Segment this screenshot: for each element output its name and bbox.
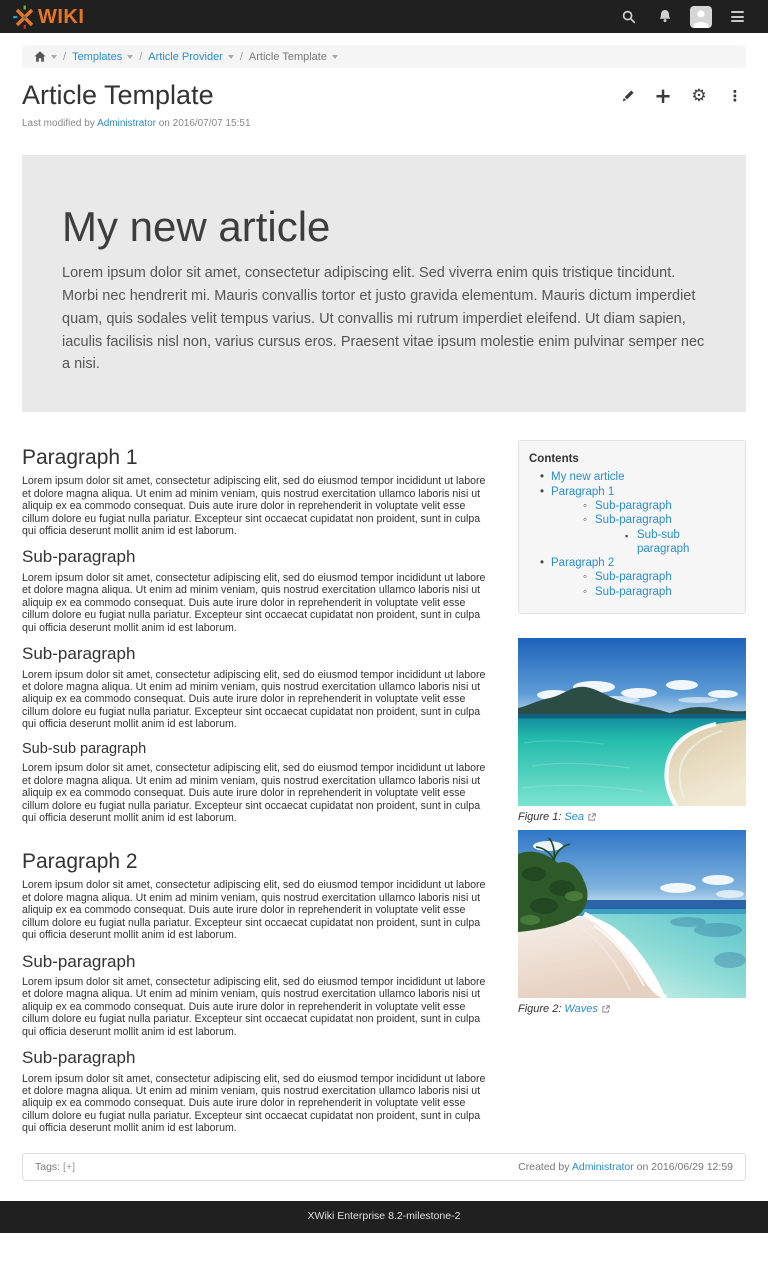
- chevron-down-icon[interactable]: [127, 55, 133, 59]
- home-icon[interactable]: [34, 51, 46, 62]
- section-paragraph: Lorem ipsum dolor sit amet, consectetur adipiscing elit, sed do eiusmod tempor incididunt ut labore et dolore magna aliqua. Ut enim ad minim veniam, quis nostrud exercitation ullamco laboris nisi ut aliquip ex ea commodo consequat. Duis aute irure dolor in reprehenderit in voluptate velit esse cillum dolore eu fugiat nulla pariatur. Excepteur sint occaecat cupidatat non proident, sunt in culpa qui officia deserunt mollit anim id est laborum.: [22, 475, 486, 538]
- breadcrumb-item-article-template: Article Template: [248, 50, 327, 63]
- document-info-bar: [22, 1153, 746, 1181]
- figure-waves: [518, 830, 746, 1015]
- section-heading: Sub-paragraph: [22, 951, 136, 971]
- xwiki-logo-x-icon: [13, 5, 37, 29]
- toc-link[interactable]: Sub-sub paragraph: [637, 528, 690, 555]
- table-of-contents: [518, 440, 746, 614]
- section-paragraph: Lorem ipsum dolor sit amet, consectetur adipiscing elit, sed do eiusmod tempor incididunt ut labore et dolore magna aliqua. Ut enim ad minim veniam, quis nostrud exercitation ullamco laboris nisi ut aliquip ex ea commodo consequat. Duis aute irure dolor in reprehenderit in voluptate velit esse cillum dolore eu fugiat nulla pariatur. Excepteur sint occaecat cupidatat non proident, sunt in culpa qui officia deserunt mollit anim id est laborum.: [22, 1072, 486, 1135]
- chevron-down-icon[interactable]: [228, 55, 234, 59]
- article-body: [22, 440, 495, 1134]
- kebab-menu-icon: ⋮: [727, 86, 743, 105]
- created-user-link[interactable]: Administrator: [571, 1160, 634, 1173]
- avatar-icon: [690, 6, 712, 28]
- breadcrumb-item-templates[interactable]: Templates: [72, 50, 123, 63]
- section-heading: Sub-paragraph: [22, 1048, 136, 1068]
- created-prefix: Created by: [518, 1160, 570, 1173]
- tags-area: [35, 1161, 75, 1173]
- figure-caption-link[interactable]: Sea: [564, 810, 584, 823]
- user-avatar[interactable]: [683, 0, 719, 33]
- figure-caption-prefix: Figure 1:: [518, 810, 562, 823]
- chevron-down-icon[interactable]: [51, 55, 57, 59]
- waves-photo: [518, 830, 746, 998]
- notifications-button[interactable]: [647, 0, 683, 33]
- section-heading: Sub-paragraph: [22, 644, 136, 664]
- search-icon: [622, 10, 636, 24]
- top-navbar: [0, 0, 768, 33]
- article-title: My new article: [62, 202, 331, 250]
- chevron-down-icon[interactable]: [332, 55, 338, 59]
- section-paragraph: Lorem ipsum dolor sit amet, consectetur adipiscing elit, sed do eiusmod tempor incididunt ut labore et dolore magna aliqua. Ut enim ad minim veniam, quis nostrud exercitation ullamco laboris nisi ut aliquip ex ea commodo consequat. Duis aute irure dolor in reprehenderit in voluptate velit esse cillum dolore eu fugiat nulla pariatur. Excepteur sint occaecat cupidatat non proident, sunt in culpa qui officia deserunt mollit anim id est laborum.: [22, 976, 486, 1038]
- tags-label: Tags:: [35, 1160, 61, 1173]
- search-button[interactable]: [611, 0, 647, 33]
- toc-title: Contents: [529, 453, 579, 466]
- modified-prefix: Last modified by: [22, 117, 95, 129]
- breadcrumb-separator: /: [63, 50, 67, 63]
- toc-link[interactable]: Sub-paragraph: [595, 571, 672, 584]
- toc-link[interactable]: Sub-paragraph: [595, 514, 672, 527]
- modified-suffix: on 2016/07/07 15:51: [158, 117, 251, 129]
- breadcrumb: [22, 45, 746, 68]
- external-link-icon: [602, 1005, 610, 1013]
- article-hero: [22, 155, 746, 413]
- more-actions-button[interactable]: [724, 85, 746, 107]
- figure-caption: [518, 811, 746, 823]
- toc-link[interactable]: Sub-paragraph: [595, 499, 672, 512]
- hamburger-icon: [731, 11, 744, 22]
- section-paragraph: Lorem ipsum dolor sit amet, consectetur adipiscing elit, sed do eiusmod tempor incididunt ut labore et dolore magna aliqua. Ut enim ad minim veniam, quis nostrud exercitation ullamco laboris nisi ut aliquip ex ea commodo consequat. Duis aute irure dolor in reprehenderit in voluptate velit esse cillum dolore eu fugiat nulla pariatur. Excepteur sint occaecat cupidatat non proident, sunt in culpa qui officia deserunt mollit anim id est laborum.: [22, 572, 486, 634]
- xwiki-logo-text: WIKI: [38, 5, 85, 28]
- breadcrumb-separator: /: [239, 50, 243, 63]
- page-actions: [616, 81, 746, 107]
- drawer-menu-button[interactable]: [719, 0, 755, 33]
- figure-sea: [518, 638, 746, 823]
- toc-link[interactable]: My new article: [551, 471, 625, 484]
- section-heading: Paragraph 1: [22, 446, 138, 470]
- section-paragraph: Lorem ipsum dolor sit amet, consectetur adipiscing elit, sed do eiusmod tempor incididunt ut labore et dolore magna aliqua. Ut enim ad minim veniam, quis nostrud exercitation ullamco laboris nisi ut aliquip ex ea commodo consequat. Duis aute irure dolor in reprehenderit in voluptate velit esse cillum dolore eu fugiat nulla pariatur. Excepteur sint occaecat cupidatat non proident, sunt in culpa qui officia deserunt mollit anim id est laborum.: [22, 879, 486, 942]
- toc-link[interactable]: Paragraph 1: [551, 485, 615, 498]
- plus-icon: +: [654, 83, 672, 108]
- sea-photo: [518, 638, 746, 806]
- created-line: [518, 1161, 733, 1173]
- edit-button[interactable]: [616, 85, 638, 107]
- article-lead: Lorem ipsum dolor sit amet, consectetur adipiscing elit. Sed viverra enim quis tristique tincidunt. Morbi nec hendrerit mi. Mauris convallis tortor et justo gravida elementum. Mauris dictum imperdiet quam, quis sodales velit tempus varius. Ut convallis mi rutrum imperdiet eleifend. Ut diam sapien, iaculis facilisis nisl non, varius cursus eros. Praesent vitae ipsum molestie enim pulvinar semper nec a nisi.: [62, 264, 705, 373]
- external-link-icon: [588, 813, 596, 821]
- figure-caption: [518, 1003, 746, 1015]
- figure-caption-link[interactable]: Waves: [564, 1002, 598, 1015]
- breadcrumb-item-article-provider[interactable]: Article Provider: [148, 50, 223, 63]
- section-heading: Paragraph 2: [22, 850, 138, 874]
- gear-icon: ⚙: [691, 85, 707, 106]
- section-paragraph: Lorem ipsum dolor sit amet, consectetur adipiscing elit, sed do eiusmod tempor incididunt ut labore et dolore magna aliqua. Ut enim ad minim veniam, quis nostrud exercitation ullamco laboris nisi ut aliquip ex ea commodo consequat. Duis aute irure dolor in reprehenderit in voluptate velit esse cillum dolore eu fugiat nulla pariatur. Excepteur sint occaecat cupidatat non proident, sunt in culpa qui officia deserunt mollit anim id est laborum.: [22, 668, 486, 731]
- created-suffix: on 2016/06/29 12:59: [636, 1160, 733, 1173]
- version-label: XWiki Enterprise 8.2-milestone-2: [307, 1209, 461, 1222]
- last-modified-line: [22, 118, 746, 129]
- toc-link[interactable]: Paragraph 2: [551, 557, 615, 570]
- section-heading: Sub-paragraph: [22, 547, 136, 567]
- xwiki-logo[interactable]: [13, 5, 84, 29]
- toc-link[interactable]: Sub-paragraph: [595, 585, 672, 598]
- figure-caption-prefix: Figure 2:: [518, 1002, 562, 1015]
- add-tag-button[interactable]: [+]: [63, 1160, 75, 1173]
- pencil-icon: [620, 89, 635, 104]
- page-footer: [0, 1201, 768, 1233]
- page-title: Article Template: [22, 80, 214, 110]
- create-button[interactable]: [652, 85, 674, 107]
- section-heading: Sub-sub paragraph: [22, 740, 147, 757]
- breadcrumb-separator: /: [139, 50, 143, 63]
- modified-user-link[interactable]: Administrator: [97, 117, 156, 129]
- bell-icon: [658, 9, 672, 24]
- settings-button[interactable]: [688, 85, 710, 107]
- section-paragraph: Lorem ipsum dolor sit amet, consectetur adipiscing elit, sed do eiusmod tempor incididunt ut labore et dolore magna aliqua. Ut enim ad minim veniam, quis nostrud exercitation ullamco laboris nisi ut aliquip ex ea commodo consequat. Duis aute irure dolor in reprehenderit in voluptate velit esse cillum dolore eu fugiat nulla pariatur. Excepteur sint occaecat cupidatat non proident, sunt in culpa qui officia deserunt mollit anim id est laborum.: [22, 762, 486, 824]
